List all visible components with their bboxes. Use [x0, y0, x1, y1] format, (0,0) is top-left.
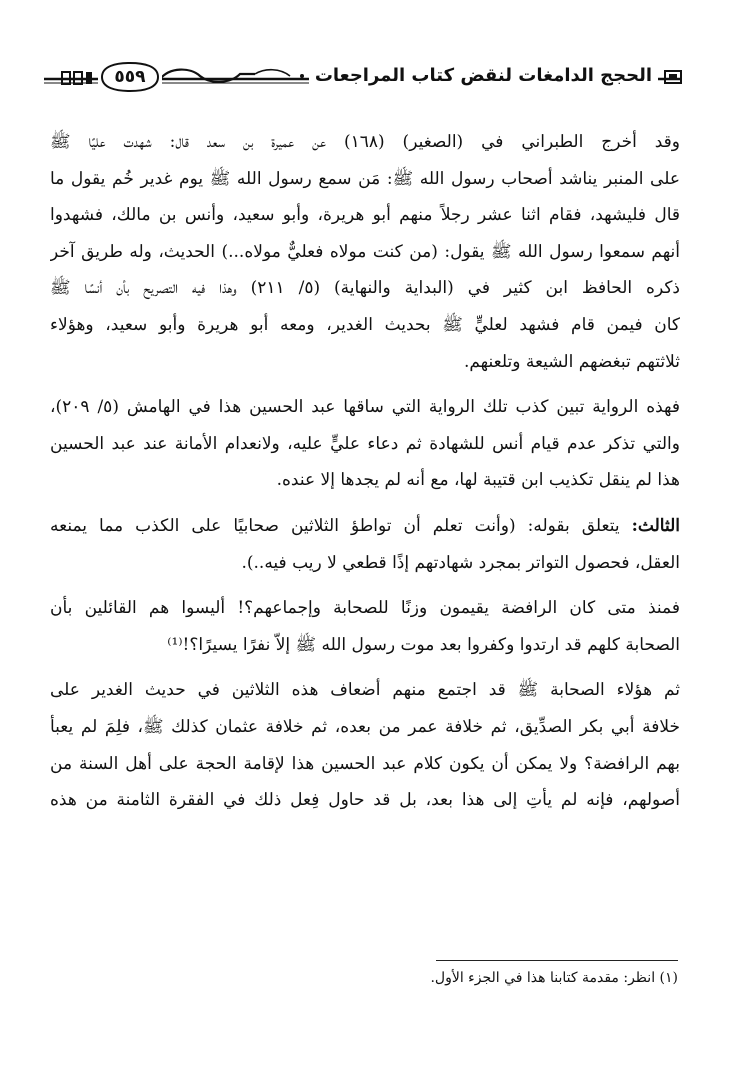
text-line: بهم الرافضة؟ ولا يمكن أن يكون كلام عبد الحسين هذا لإقامة الحجة على أهل السنة من	[50, 753, 680, 774]
page-number: ٥٥٩	[98, 62, 162, 92]
running-title: الحجج الدامغات لنقض كتاب المراجعات	[309, 65, 658, 86]
footnote-separator	[436, 960, 678, 961]
paragraph	[50, 124, 680, 380]
text-line: ثم هؤلاء الصحابة ﷺ قد اجتمع منهم أضعاف هذه الثلاثين في حديث الغدير على	[50, 680, 680, 701]
text-line: الصحابة كلهم قد ارتدوا وكفروا بعد موت رسول الله ﷺ إلاّ نفرًا يسيرًا؟!⁽¹⁾	[167, 634, 680, 655]
text-line: وقد أخرج الطبراني في (الصغير) (١٦٨) عن عميرة بن سعد قال: شهدت عليًا ﷺ	[50, 132, 680, 152]
text-line: فهذه الرواية تبين كذب تلك الرواية التي ساقها عبد الحسين هذا في الهامش (٥/ ٢٠٩)،	[50, 397, 680, 418]
text-line: ذكره الحافظ ابن كثير في (البداية والنهاية) (٥/ ٢١١) وهذا فيه التصريح بأن أنسًا ﷺ	[50, 278, 680, 299]
text-line: هذا لم ينقل تكذيب ابن قتيبة لها، مع أنه لم يجدها إلا عنده.	[276, 470, 680, 491]
paragraph	[50, 508, 680, 581]
text-line: أصولهم، فإنه لم يأتِ إلى هذا بعد، بل قد حاول فِعل ذلك في الفقرة الثامنة من هذه	[50, 790, 680, 811]
footnote: (١) انظر: مقدمة كتابنا هذا في الجزء الأول.	[430, 970, 678, 986]
paragraph	[50, 389, 680, 499]
text-line: أنهم سمعوا رسول الله ﷺ يقول: (من كنت مولاه فعليٌّ مولاه...) الحديث، وله طريق آخر	[50, 241, 680, 262]
text-line	[50, 508, 680, 545]
paragraph	[50, 590, 680, 663]
page-body	[50, 124, 680, 819]
text-line: قال فليشهد، فقام اثنا عشر رجلاً منهم أبو هريرة، وأبو سعيد، وأنس بن مالك، فشهدوا	[50, 205, 680, 226]
text-line: كان فيمن قام فشهد لعليٍّ ﷺ بحديث الغدير، ومعه أبو هريرة وأبو سعيد، وهؤلاء	[50, 314, 680, 335]
title-ornament-icon	[664, 70, 682, 84]
page-header	[40, 58, 682, 98]
paragraph	[50, 672, 680, 818]
text-line: ثلاثتهم تبغضهم الشيعة وتلعنهم.	[463, 351, 680, 372]
page-number-frame	[96, 60, 164, 94]
text-line: خلافة أبي بكر الصدِّيق، ثم خلافة عمر من بعده، ثم خلافة عثمان كذلك ﷺ، فلِمَ لم يعبأ	[50, 716, 680, 737]
text-line: العقل، فحصول التواتر بمجرد شهادتهم إذًا قطعي لا ريب فيه..).	[241, 552, 680, 573]
text-line: فمنذ متى كان الرافضة يقيمون وزنًا للصحابة وإجماعهم؟! أليسوا هم القائلين بأن	[50, 598, 680, 619]
section-label: الثالث:	[631, 515, 680, 536]
text-line: على المنبر يناشد أصحاب رسول الله ﷺ: مَن سمع رسول الله ﷺ يوم غدير خُم يقول ما	[50, 168, 680, 189]
text-span: يتعلق بقوله: (وأنت تعلم أن تواطؤ الثلاثين صحابيًا على الكذب مما يمنعه	[50, 515, 620, 536]
text-line: والتي تذكر عدم قيام أنس للشهادة ثم دعاء عليٍّ عليه، ولانعدام الأمانة عند عبد الحسين	[50, 433, 680, 454]
